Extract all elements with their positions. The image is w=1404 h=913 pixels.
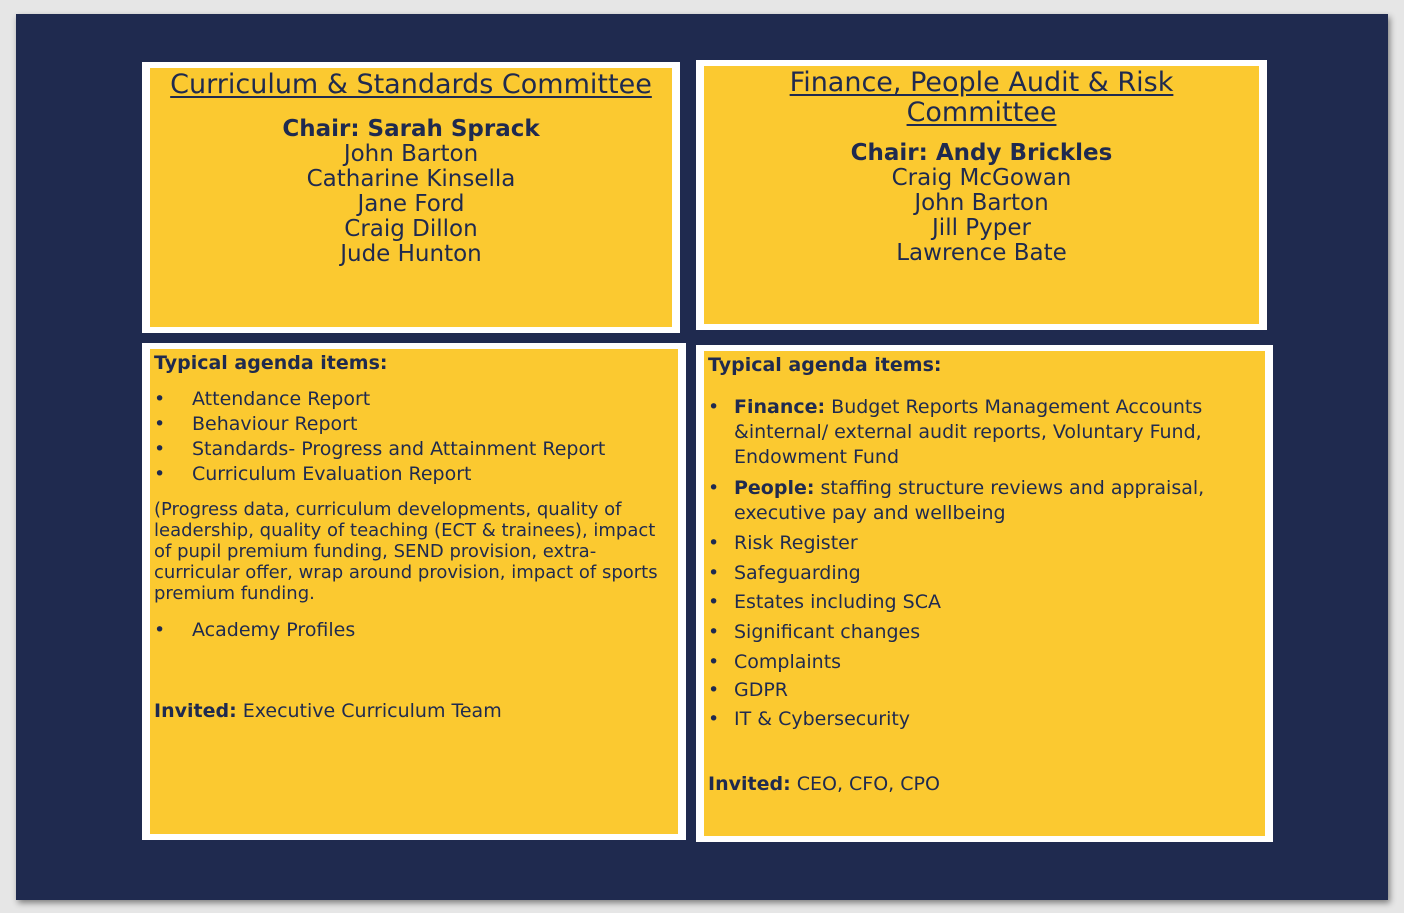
list-item: • Standards- Progress and Attainment Report <box>154 438 606 460</box>
bullet-icon: • <box>708 651 720 673</box>
curriculum-extra-list <box>154 618 674 643</box>
list-item: • GDPR <box>708 679 789 701</box>
list-item: • Curriculum Evaluation Report <box>154 463 472 485</box>
finance-agenda-panel <box>696 345 1273 842</box>
list-item: • Behaviour Report <box>154 413 358 435</box>
curriculum-member: John Barton <box>343 141 479 167</box>
finance-member: Craig McGowan <box>891 165 1072 191</box>
bullet-icon: • <box>708 591 720 613</box>
list-item: • Attendance Report <box>154 388 371 410</box>
finance-member: Lawrence Bate <box>896 240 1067 266</box>
finance-title-line1: Finance, People Audit & Risk <box>789 67 1174 98</box>
finance-chair: Chair: Andy Brickles <box>850 140 1113 166</box>
bullet-icon: • <box>154 619 166 641</box>
list-item: • Risk Register <box>708 532 858 554</box>
curriculum-member: Catharine Kinsella <box>306 166 516 192</box>
bullet-icon: • <box>708 562 720 584</box>
curriculum-agenda-list <box>154 387 674 487</box>
curriculum-member: Jane Ford <box>357 191 465 217</box>
curriculum-agenda-heading: Typical agenda items: <box>154 352 388 374</box>
curriculum-chair: Chair: Sarah Sprack <box>282 116 540 142</box>
list-item: • Safeguarding <box>708 562 861 584</box>
bullet-icon: • <box>708 708 720 730</box>
finance-invited: Invited: CEO, CFO, CPO <box>708 773 940 795</box>
bullet-icon: • <box>154 438 166 460</box>
list-item: • Complaints <box>708 651 842 673</box>
bullet-icon: • <box>708 679 720 701</box>
finance-member: John Barton <box>914 190 1049 216</box>
list-item: • Academy Profiles <box>154 619 356 641</box>
list-item: • Significant changes <box>708 621 921 643</box>
curriculum-members-panel <box>142 62 680 333</box>
list-item: • Estates including SCA <box>708 591 941 613</box>
curriculum-member: Craig Dillon <box>344 216 478 242</box>
finance-members-panel <box>696 60 1267 330</box>
list-item: • Finance: Budget Reports Management Accounts &internal/ external audit reports, Voluntary Fund, Endowment Fund <box>708 396 1203 468</box>
bullet-icon: • <box>708 477 720 499</box>
finance-title-line2: Committee <box>906 97 1057 128</box>
bullet-icon: • <box>154 388 166 410</box>
curriculum-member: Jude Hunton <box>340 241 482 267</box>
list-item: • IT & Cybersecurity <box>708 708 911 730</box>
finance-member: Jill Pyper <box>932 215 1031 241</box>
curriculum-agenda-note: (Progress data, curriculum developments, quality of leadership, quality of teaching (ECT & trainees), impact of pupil premium funding, SEND provision, extra-curricular offer, wrap around provision, impact of sports premium funding. <box>154 499 658 604</box>
bullet-icon: • <box>708 396 720 418</box>
curriculum-invited: Invited: Executive Curriculum Team <box>154 700 502 722</box>
bullet-icon: • <box>154 413 166 435</box>
bullet-icon: • <box>708 532 720 554</box>
bullet-icon: • <box>154 463 166 485</box>
list-item: • People: staffing structure reviews and appraisal, executive pay and wellbeing <box>708 477 1205 524</box>
curriculum-title: Curriculum & Standards Committee <box>170 69 652 100</box>
bullet-icon: • <box>708 621 720 643</box>
finance-agenda-heading: Typical agenda items: <box>708 354 942 376</box>
curriculum-agenda-panel <box>142 343 686 840</box>
finance-agenda-list <box>708 395 1261 732</box>
slide-frame <box>16 14 1388 900</box>
